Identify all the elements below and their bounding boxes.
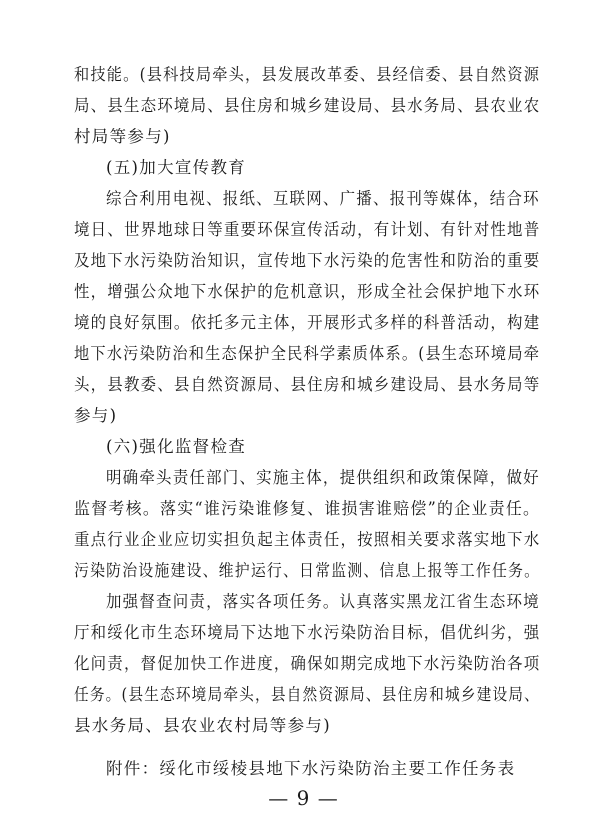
text-line: 村局等参与) (74, 127, 171, 146)
text-line: 监督考核。落实“谁污染谁修复、谁损害谁赔偿”的企业责任。 (74, 499, 541, 518)
page-number: — 9 — (268, 786, 339, 810)
text-line: 污染防治设施建设、维护运行、日常监测、信息上报等工作任务。 (74, 561, 541, 580)
attachment-line: 附件：绥化市绥棱县地下水污染防治主要工作任务表 (106, 759, 516, 778)
text-line: 境日、世界地球日等重要环保宣传活动，有计划、有针对性地普 (74, 220, 541, 239)
text-line: 重点行业企业应切实担负起主体责任，按照相关要求落实地下水 (74, 530, 541, 549)
text-line: 参与) (74, 406, 118, 425)
text-line: 明确牵头责任部门、实施主体，提供组织和政策保障，做好 (106, 468, 540, 487)
section-heading-6: (六)强化监督检查 (106, 437, 247, 456)
text-line: 加强督查问责，落实各项任务。认真落实黑龙江省生态环境 (106, 592, 540, 611)
text-line: 地下水污染防治和生态保护全民科学素质体系。(县生态环境局牵 (74, 344, 541, 363)
text-line: 任务。(县生态环境局牵头，县自然资源局、县住房和城乡建设局、 (74, 685, 540, 704)
section-heading-5: (五)加大宣传教育 (106, 158, 247, 177)
text-line: 境的良好氛围。依托多元主体，开展形式多样的科普活动，构建 (74, 313, 541, 332)
text-line: 综合利用电视、报纸、互联网、广播、报刊等媒体，结合环 (106, 189, 540, 208)
text-line: 和技能。(县科技局牵头，县发展改革委、县经信委、县自然资源 (74, 65, 541, 84)
text-line: 性，增强公众地下水保护的危机意识，形成全社会保护地下水环 (74, 282, 541, 301)
text-line: 厅和绥化市生态环境局下达地下水污染防治目标，倡优纠劣，强 (74, 623, 541, 642)
text-line: 局、县生态环境局、县住房和城乡建设局、县水务局、县农业农 (74, 96, 541, 115)
text-line: 及地下水污染防治知识，宣传地下水污染的危害性和防治的重要 (74, 251, 541, 270)
text-line: 头，县教委、县自然资源局、县住房和城乡建设局、县水务局等 (74, 375, 541, 394)
text-line: 县水务局、县农业农村局等参与) (74, 716, 331, 735)
text-line: 化问责，督促加快工作进度，确保如期完成地下水污染防治各项 (74, 654, 541, 673)
